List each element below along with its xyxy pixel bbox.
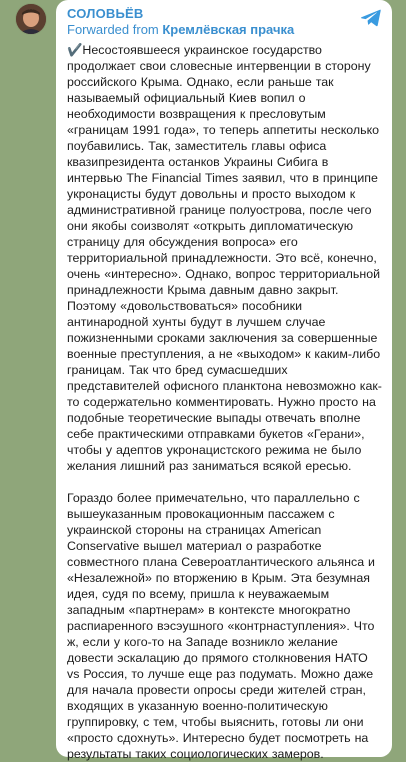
telegram-share-icon[interactable]	[360, 8, 382, 28]
channel-avatar[interactable]	[16, 4, 46, 34]
message-paragraph-1: ✔️Несостоявшееся украинское государство продолжает свои словесные интервенции в сторону российского Крыма. Однако, если раньше так называемый официальный Киев вопил о необходимости возвращения к пресловутым «границам 1991 года», то теперь аппетиты несколько поубавились. Так, заместитель главы офиса квазипрезидента останков Украины Сибига в интервью The Financial Times заявил, что в принципе укронацисты будут довольны и просто выходом к административной границе полуострова, после чего они якобы соизволят «открыть дипломатическую страницу для обсуждения вопроса» его территориальной принадлежности. Это всё, конечно, очень «интересно». Однако, вопрос территориальной принадлежности Крыма давным давно закрыт. Поэтому «довольствоваться» пособники антинародной хунты будут в лучшем случае пожизненными сроками заключения за совершенные военные преступления, а не «выходом» к каким-либо границам. Так что бред сумасшедших представителей офисного планктона невозможно как-то содержательно комментировать. Нужно просто на подобные теоретические выпады отвечать вполне себе практическими отправками букетов «Герани», чтобы у адептов укронацистского режима не было желания лишний раз заниматься всякой ересью.	[67, 43, 382, 473]
message-paragraph-2: Гораздо более примечательно, что параллельно с вышеуказанным провокационным пассажем с украинской стороны на страницах American Conservative вышел материал о разработке совместного плана Североатлантического альянса и «Незалежной» по вторжению в Крым. Эта безумная идея, судя по всему, пришла к неуважаемым западным «партнерам» в контексте многократно распиаренного вэсэушного «контрнаступления». Что ж, если у кого-то на Западе возникло желание довести эскалацию до прямого столкновения НАТО vs Россия, то лучше еще раз подумать. Можно даже для начала провести опросы среди жителей стран, входящих в указанную военно-политическую группировку, с тем, чтобы выяснить, готовы ли они «просто сдохнуть». Интересно будет посмотреть на результаты таких социологических замеров.	[67, 491, 375, 761]
message-bubble	[56, 0, 392, 761]
forwarded-prefix: Forwarded from	[67, 22, 163, 37]
forwarded-source-link[interactable]: Кремлёвская прачка	[162, 22, 295, 37]
forwarded-line	[67, 22, 382, 38]
message-header	[67, 6, 382, 42]
message-text	[67, 42, 382, 762]
avatar-photo-icon	[16, 4, 46, 34]
channel-name[interactable]: СОЛОВЬЁВ	[67, 6, 144, 21]
